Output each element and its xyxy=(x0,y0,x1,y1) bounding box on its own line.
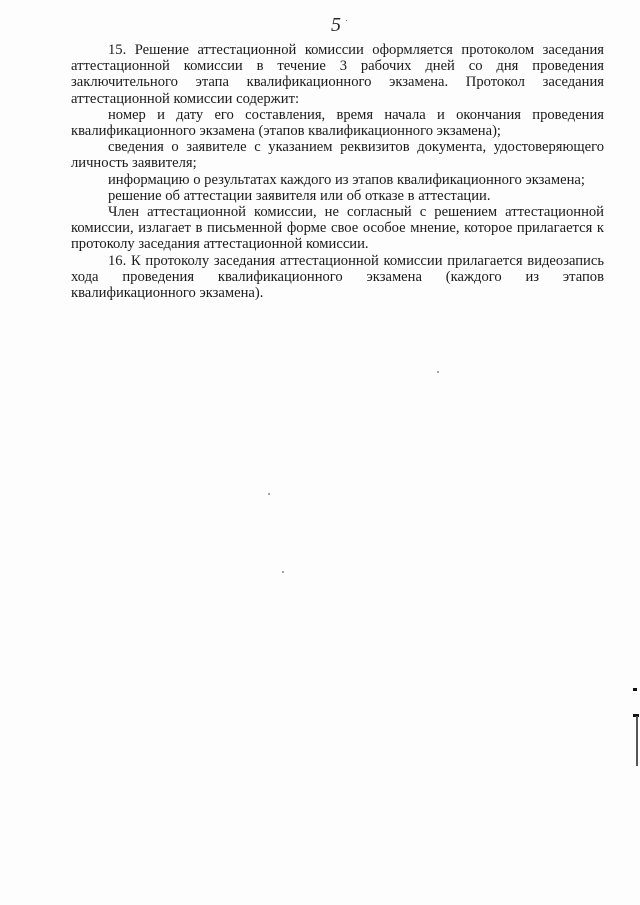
scan-edge-mark xyxy=(633,688,637,691)
scan-edge-mark xyxy=(636,716,638,766)
paragraph-dissenting-opinion: Член аттестационной комиссии, не согласный с решением аттестационной комиссии, излагает в письменной форме свое особое мнение, которое прилагается к протоколу заседания аттестационной комиссии. xyxy=(71,204,604,253)
page-number: 5 xyxy=(331,14,341,36)
paragraph-16: 16. К протоколу заседания аттестационной комиссии прилагается видеозапись хода проведения квалификационного экзамена (каждого из этапов квалификационного экзамена). xyxy=(71,252,604,302)
scan-speck xyxy=(268,493,270,495)
scan-speck xyxy=(282,571,284,573)
list-item-stage-results: информацию о результатах каждого из этапов квалификационного экзамена; xyxy=(108,171,585,188)
list-item-decision: решение об аттестации заявителя или об отказе в аттестации. xyxy=(108,187,491,204)
list-item-applicant-info: сведения о заявителе с указанием реквизитов документа, удостоверяющего личность заявителя; xyxy=(71,139,604,172)
document-body xyxy=(71,42,604,301)
paragraph-15: 15. Решение аттестационной комиссии оформляется протоколом заседания аттестационной комиссии в течение 3 рабочих дней со дня проведения заключительного этапа квалификационного экзамена. Протокол заседания аттестационной комиссии содержит: xyxy=(71,42,604,107)
list-item-number-date: номер и дату его составления, время начала и окончания проведения квалификационного экзамена (этапов квалификационного экзамена); xyxy=(71,106,604,140)
scan-speck xyxy=(437,371,439,373)
